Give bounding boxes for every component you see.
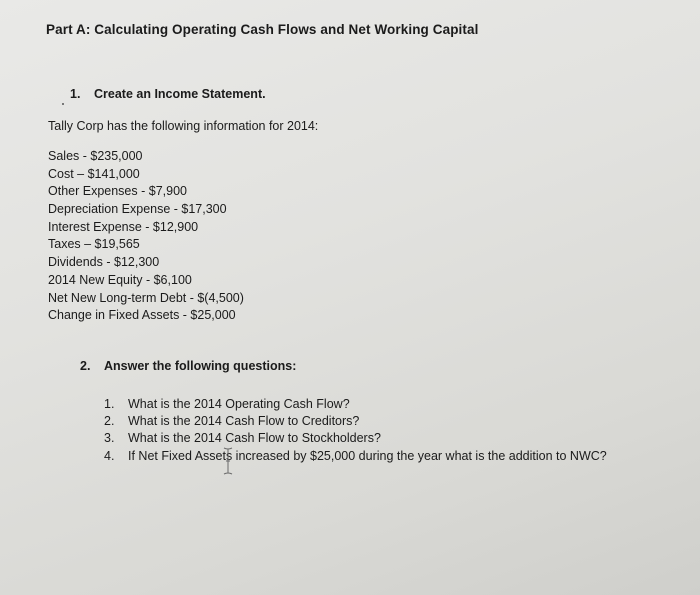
fact-item: Interest Expense - $12,900 [48,219,199,234]
fact-item: Change in Fixed Assets - $25,000 [48,308,236,323]
question-number: 1. [104,397,115,411]
fact-item: Dividends - $12,300 [48,255,160,270]
section-2-number: 2. [80,359,91,373]
section-1-intro: Tally Corp has the following information for 2014: [48,119,319,133]
page-title: Part A: Calculating Operating Cash Flows and Net Working Capital [46,22,479,37]
section-2-heading-text: Answer the following questions: [104,359,297,373]
question-text: What is the 2014 Operating Cash Flow? [128,397,350,411]
question-text: What is the 2014 Cash Flow to Creditors? [128,414,360,429]
section-1-heading-text: Create an Income Statement. [94,87,266,101]
question-item [104,413,607,430]
question-text: What is the 2014 Cash Flow to Stockholders? [128,431,381,446]
facts-list [48,148,244,325]
fact-item: 2014 New Equity - $6,100 [48,272,192,287]
fact-item: Sales - $235,000 [48,149,143,163]
section-1-number: 1. [70,87,81,101]
text-cursor-icon [223,447,233,475]
question-item [104,448,607,465]
question-number: 3. [104,431,115,446]
fact-item: Depreciation Expense - $17,300 [48,202,227,217]
fact-item: Taxes – $19,565 [48,237,140,252]
question-item [104,430,607,447]
question-number: 4. [104,448,115,463]
fact-item: Other Expenses - $7,900 [48,184,187,199]
fact-item: Cost – $141,000 [48,166,140,181]
question-number: 2. [104,414,115,429]
questions-list [104,396,607,465]
fact-item: Net New Long-term Debt - $(4,500) [48,290,244,305]
question-item [104,396,607,413]
section-1-heading [70,87,266,101]
section-2-heading [80,359,296,373]
dust-speck [62,103,64,105]
question-text: If Net Fixed Assets increased by $25,000 during the year what is the addition to NWC? [128,448,607,463]
